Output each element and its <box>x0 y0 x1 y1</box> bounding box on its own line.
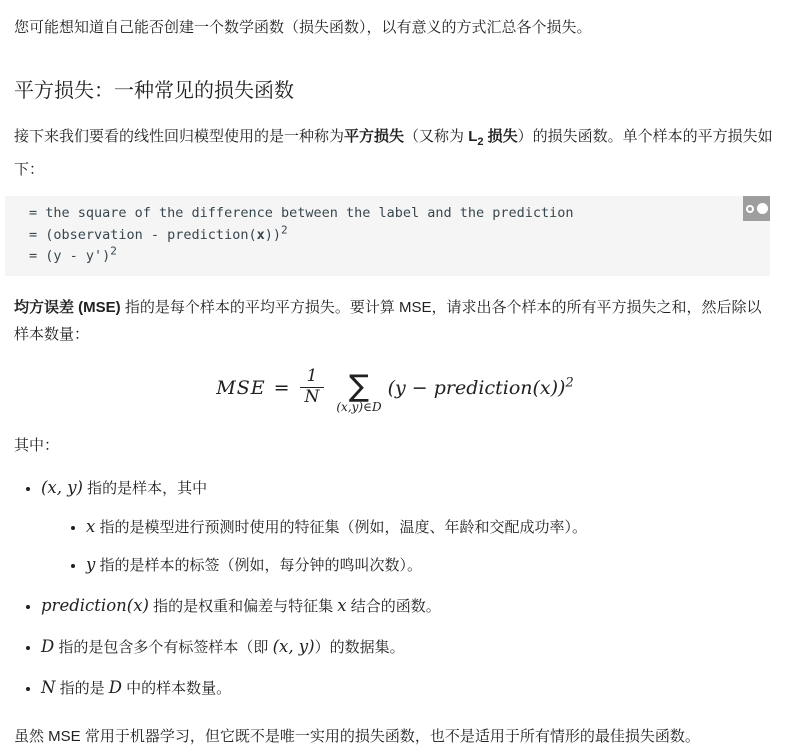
lead-text-2: （又称为 <box>404 128 469 145</box>
summation <box>336 369 382 414</box>
code-theme-toggle-button[interactable] <box>743 196 770 221</box>
mse-formula <box>14 358 776 418</box>
fraction-numerator: 1 <box>306 366 318 387</box>
list-item-count: • N 指的是 D 中的样本数量。 <box>41 675 776 701</box>
lead-text-1: 接下来我们要看的线性回归模型使用的是一种称为 <box>14 128 345 145</box>
lead-text-3: ）的损失函数。单个样本的平方损失如下： <box>14 128 773 178</box>
nested-list <box>41 514 776 578</box>
math-x: x <box>337 595 347 615</box>
code-block <box>5 196 770 276</box>
math-n: N <box>41 677 56 697</box>
list-item-y: • y 指的是样本的标签（例如，每分钟的鸣叫次数）。 <box>86 552 776 578</box>
outline-circle-icon <box>746 205 754 213</box>
mse-paragraph: 均方误差 (MSE) 指的是每个样本的平均平方损失。要计算 MSE，请求出各个样本的所有平方损失之和，然后除以样本数量： <box>14 298 762 343</box>
list-item-dataset: • D 指的是包含多个有标签样本（即 (x, y)）的数据集。 <box>41 634 776 660</box>
formula-expression <box>216 366 574 414</box>
lead-paragraph <box>14 123 776 183</box>
list-item-x: • x 指的是模型进行预测时使用的特征集（例如，温度、年龄和交配成功率）。 <box>86 514 776 540</box>
where-label: 其中： <box>14 436 60 454</box>
filled-circle-icon <box>757 203 768 214</box>
code-line-2: = (observation - prediction(x))$^2$ <box>29 223 288 243</box>
code-exponent: 2 <box>110 244 117 258</box>
l2-subscript: 2 <box>477 136 484 148</box>
section-heading: 平方损失：一种常见的损失函数 <box>14 80 294 102</box>
equals-sign: = <box>273 376 290 399</box>
math-y: y <box>86 554 96 574</box>
squared-loss-term: 平方损失 <box>344 128 405 145</box>
fraction-denominator: N <box>300 387 325 408</box>
sigma-icon: ∑ <box>348 369 370 404</box>
summation-domain: (x,y)∈D <box>336 400 382 414</box>
list-item-xy: • (x, y) 指的是样本，其中 • x 指的是模型进行预测时使用的特征集（例如，温度、年龄和交配成功率）。 • y 指的是样本的标签（例如，每分钟的鸣叫次数）。 <box>41 475 776 578</box>
math-xy: (x, y) <box>41 477 83 497</box>
code-x-bold: x <box>256 226 265 243</box>
math-xy: (x, y) <box>272 636 315 656</box>
list-item-prediction: • prediction(x) 指的是权重和偏差与特征集 x 结合的函数。 <box>41 593 776 619</box>
math-d: D <box>108 677 123 697</box>
mse-term: 均方误差 (MSE) <box>14 298 121 316</box>
math-prediction-x: prediction(x) <box>41 595 149 615</box>
code-line-3: = (y - y')$^2$ <box>29 244 117 264</box>
intro-paragraph: 您可能想知道自己能否创建一个数学函数（损失函数），以有意义的方式汇总各个损失。 <box>14 19 592 36</box>
formula-body: (y − prediction(x))$^2$ <box>387 375 574 399</box>
code-line-1: = the square of the difference between the label and the prediction <box>29 205 574 221</box>
definitions-list <box>14 475 776 701</box>
closing-paragraph: 虽然 MSE 常用于机器学习，但它既不是唯一实用的损失函数，也不是适用于所有情形的最佳损失函数。 <box>14 727 700 745</box>
code-exponent: 2 <box>280 223 288 236</box>
formula-exponent: 2 <box>565 375 574 391</box>
fraction <box>300 367 325 407</box>
math-x: x <box>86 516 96 536</box>
formula-lhs: MSE <box>216 376 266 399</box>
l2-loss-term: $L_2$ 损失 <box>468 128 518 148</box>
math-d: D <box>41 636 55 656</box>
